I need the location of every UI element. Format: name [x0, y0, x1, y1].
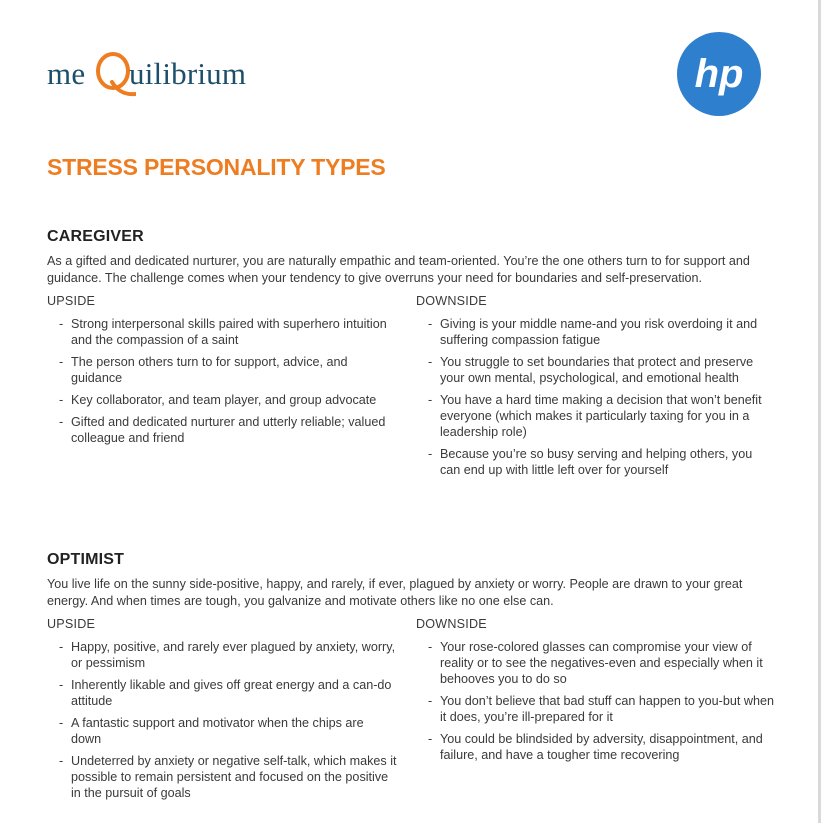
section-description: As a gifted and dedicated nurturer, you are naturally empathic and team-oriented. You’re the one others turn to for support and guidance. The challenge comes when your tendency to give overruns your need for boundaries and self-preservation.	[47, 254, 750, 285]
logo-suffix: uilibrium	[129, 56, 247, 91]
list-item: - The person others turn to for support, advice, and guidance	[59, 355, 348, 385]
page-title: STRESS PERSONALITY TYPES	[47, 154, 386, 180]
downside-list	[416, 316, 776, 478]
section-heading: OPTIMIST	[47, 551, 125, 568]
list-item: - You could be blindsided by adversity, disappointment, and failure, and have a tougher time recovering	[428, 732, 763, 762]
list-item: - Gifted and dedicated nurturer and utterly reliable; valued colleague and friend	[59, 415, 386, 445]
section-heading: CAREGIVER	[47, 228, 144, 245]
section-caregiver	[47, 227, 777, 477]
list-item: - Strong interpersonal skills paired with superhero intuition and the compassion of a saint	[59, 317, 387, 347]
mequilibrium-logo	[47, 48, 287, 98]
list-item: - Your rose-colored glasses can compromise your view of reality or to see the negatives-even and especially when it behooves you to do so	[428, 640, 763, 686]
upside-column	[47, 293, 397, 452]
section-description: You live life on the sunny side-positive, happy, and rarely, if ever, plagued by anxiety or worry. People are drawn to your great energy. And when times are tough, you galvanize and motivate others like no one else can.	[47, 577, 743, 608]
upside-list	[47, 316, 397, 446]
downside-list	[416, 639, 776, 763]
list-item: - Inherently likable and gives off great energy and a can-do attitude	[59, 678, 392, 708]
upside-heading: UPSIDE	[47, 294, 96, 308]
list-item: - You have a hard time making a decision that won’t benefit everyone (which makes it particularly taxing for you in a leadership role)	[428, 393, 762, 439]
list-item: - You don’t believe that bad stuff can happen to you-but when it does, you’re ill-prepared for it	[428, 694, 774, 724]
hp-logo-text: hp	[694, 52, 744, 96]
upside-heading: UPSIDE	[47, 617, 96, 631]
logo-prefix: me	[47, 56, 86, 91]
downside-heading: DOWNSIDE	[416, 617, 487, 631]
downside-heading: DOWNSIDE	[416, 294, 487, 308]
list-item: - Giving is your middle name-and you risk overdoing it and suffering compassion fatigue	[428, 317, 758, 347]
list-item: - Happy, positive, and rarely ever plagued by anxiety, worry, or pessimism	[59, 640, 396, 670]
list-item: - Key collaborator, and team player, and group advocate	[59, 393, 377, 407]
list-item: - You struggle to set boundaries that protect and preserve your own mental, psychological, and emotional health	[428, 355, 754, 385]
list-item: - Because you’re so busy serving and helping others, you can end up with little left over for yourself	[428, 447, 753, 477]
hp-logo-icon	[676, 31, 762, 117]
downside-column	[416, 616, 776, 769]
upside-list	[47, 639, 397, 801]
list-item: - Undeterred by anxiety or negative self-talk, which makes it possible to remain persistent and focused on the positive in the pursuit of goals	[59, 754, 397, 800]
list-item: - A fantastic support and motivator when the chips are down	[59, 716, 364, 746]
section-optimist	[47, 550, 777, 800]
downside-column	[416, 293, 776, 484]
upside-column	[47, 616, 397, 807]
